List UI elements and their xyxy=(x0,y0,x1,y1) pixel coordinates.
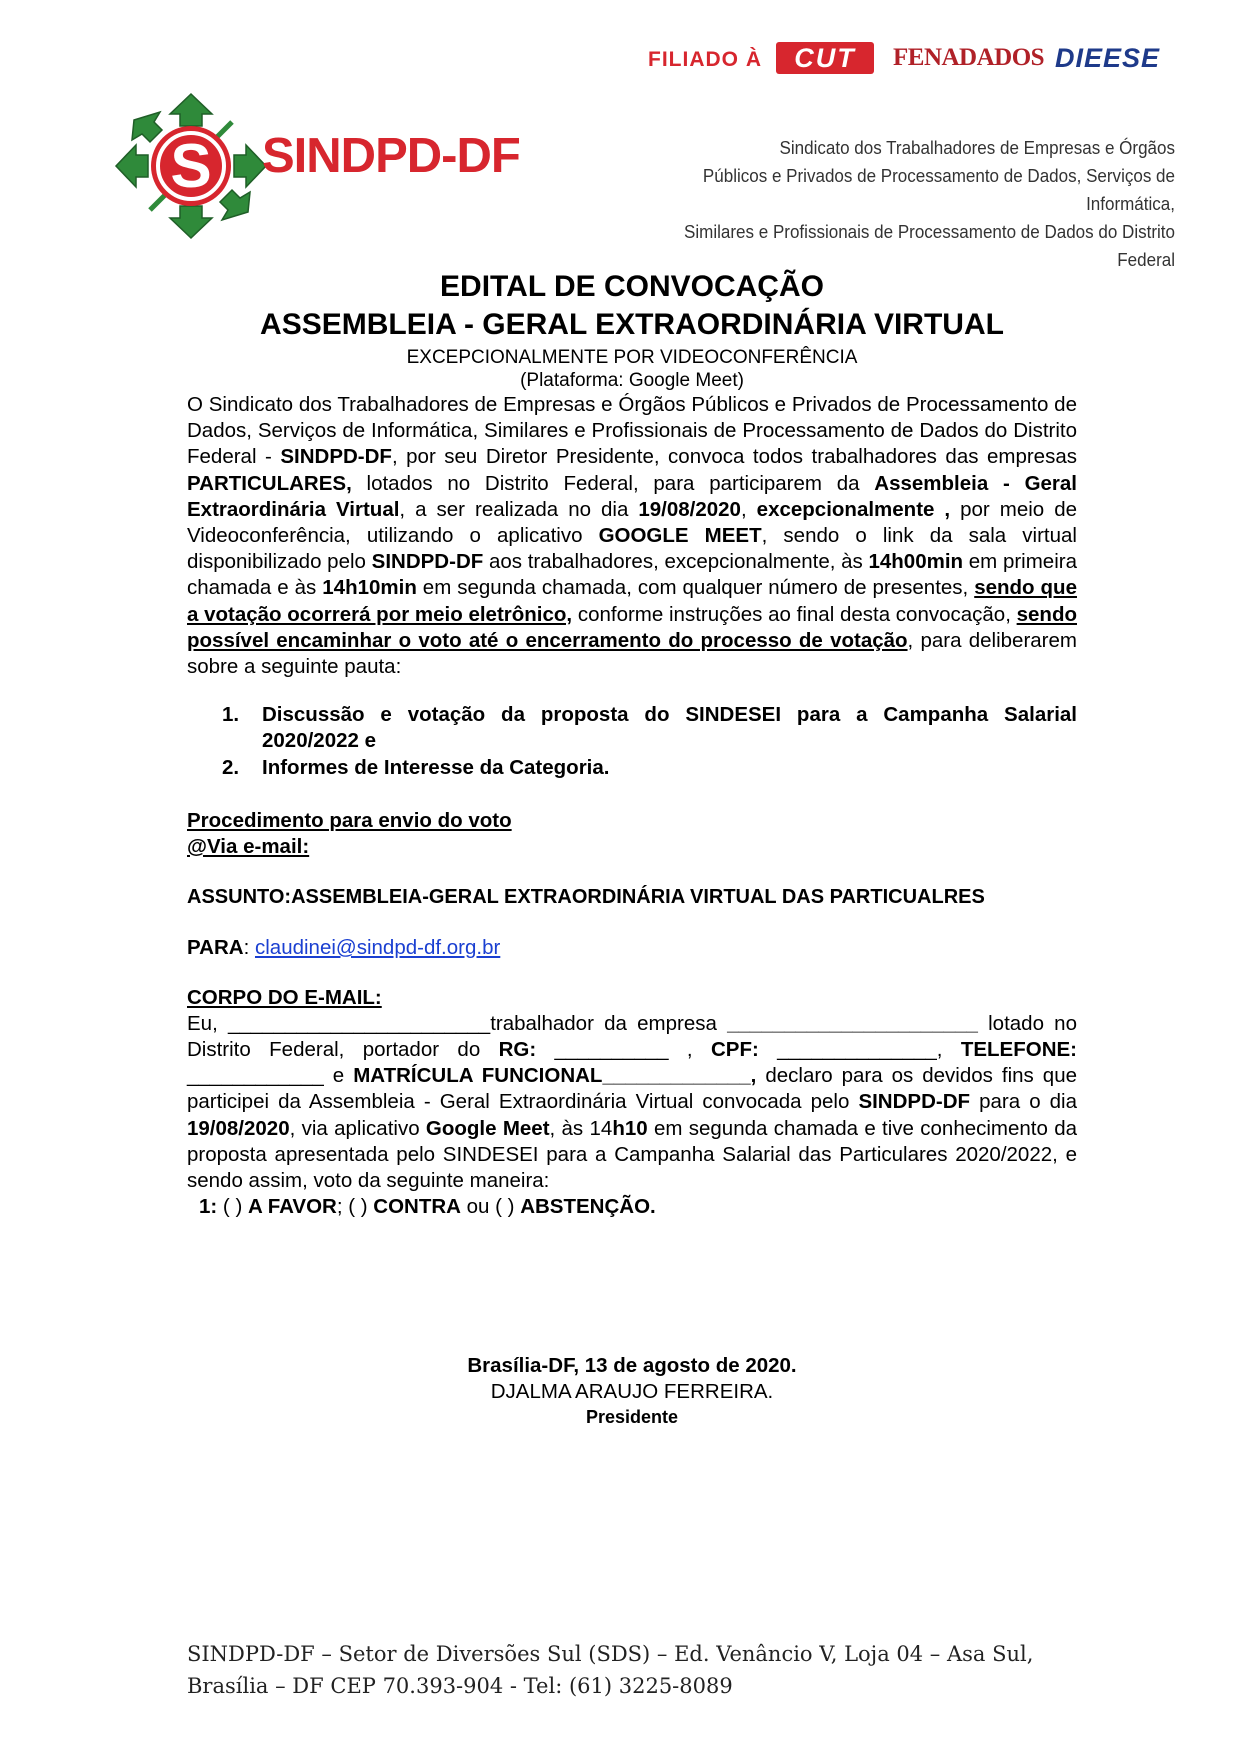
agenda-item-text: Discussão e votação da proposta do SINDESEI para a Campanha Salarial 2020/2022 e xyxy=(262,703,1077,753)
footer-line: Brasília – DF CEP 70.393-904 - Tel: (61) 3225-8089 xyxy=(187,1674,733,1698)
dieese-logo: DIEESE xyxy=(1055,43,1161,73)
text-run: , via aplicativo xyxy=(289,1116,426,1140)
text-run: lotados no Distrito Federal, para participarem da xyxy=(351,471,875,495)
text-run: , xyxy=(740,497,757,521)
email-subject: ASSUNTO:ASSEMBLEIA-GERAL EXTRAORDINÁRIA VIRTUAL DAS PARTICUALRES xyxy=(187,885,985,908)
sindpd-logo-text: SINDPD-DF xyxy=(262,129,520,183)
footer-line: SINDPD-DF – Setor de Diversões Sul (SDS) – Ed. Venâncio V, Loja 04 – Asa Sul, xyxy=(187,1642,1034,1666)
bold-run: CPF: xyxy=(710,1038,759,1062)
text-run: em segunda chamada e tive conhecimento da proposta apresentada pelo SINDESEI para a Campanha Salarial das Particulares 2020/2022, e sendo assim, voto da seguinte maneira: xyxy=(187,1116,1078,1193)
bold-run: MATRÍCULA FUNCIONAL_____________, xyxy=(353,1064,757,1088)
email-recipient xyxy=(187,935,1077,961)
agenda-item xyxy=(222,702,1077,754)
org-desc-line: Similares e Profissionais de Processamento de Dados do Distrito Federal xyxy=(684,221,1175,270)
org-desc-line: Públicos e Privados de Processamento de Dados, Serviços de Informática, xyxy=(702,165,1175,214)
org-desc-line: Sindicato dos Trabalhadores de Empresas e Órgãos xyxy=(779,137,1175,158)
text-run: : xyxy=(243,935,255,959)
bold-run: 19/08/2020 xyxy=(187,1116,290,1140)
fenadados-logo: FENADADOS xyxy=(893,44,1045,71)
text-run: ____________ e xyxy=(187,1064,354,1088)
bold-run: SINDPD-DF xyxy=(858,1090,971,1114)
text-run: declaro para os devidos fins que participei da Assembleia - Geral Extraordinária Virtual convocada pelo xyxy=(187,1064,1077,1114)
bold-run: SINDPD-DF xyxy=(371,550,484,574)
agenda-item-number: 2. xyxy=(222,755,240,779)
signature-place-date: Brasília-DF, 13 de agosto de 2020. xyxy=(467,1354,797,1377)
text-run: , sendo o link da sala virtual disponibilizado pelo xyxy=(187,524,1077,574)
svg-text:S: S xyxy=(170,132,212,201)
affiliation-label: FILIADO À xyxy=(648,48,762,71)
platform-note: (Plataforma: Google Meet) xyxy=(520,370,744,391)
affiliation-bar xyxy=(640,38,1200,78)
bold-run: 19/08/2020 xyxy=(638,497,741,521)
vote-option-abstencao: ABSTENÇÃO. xyxy=(520,1195,656,1219)
text-run: aos trabalhadores, excepcionalmente, às xyxy=(483,550,869,574)
recipient-label: PARA xyxy=(187,935,244,959)
signature-role: Presidente xyxy=(585,1407,679,1427)
bold-run: excepcionalmente , xyxy=(756,497,951,521)
signature-name: DJALMA ARAUJO FERREIRA. xyxy=(490,1380,774,1403)
cut-logo xyxy=(776,42,874,74)
vote-number: 1: xyxy=(199,1195,218,1219)
procedure-via: @Via e-mail: xyxy=(187,834,310,858)
text-run: conforme instruções ao final desta convocação, xyxy=(572,602,1017,626)
agenda-item xyxy=(222,755,1077,781)
cut-logo-text: CUT xyxy=(794,43,856,73)
text-run: , a ser realizada no dia xyxy=(399,497,639,521)
email-body-template xyxy=(187,1011,1077,1194)
signature-block xyxy=(187,1352,1077,1429)
bold-run: RG: xyxy=(498,1038,537,1062)
vote-option-contra: CONTRA xyxy=(373,1195,461,1219)
agenda-list xyxy=(187,702,1077,781)
document-body xyxy=(187,268,1077,1220)
procedure-title: Procedimento para envio do voto xyxy=(187,808,512,832)
vote-checkbox-abstencao[interactable]: ou ( ) xyxy=(460,1195,521,1219)
vote-option-favor: A FAVOR xyxy=(247,1195,337,1219)
organization-description xyxy=(623,134,1175,274)
text-run: Eu, _______________________trabalhador da empresa xyxy=(187,1011,728,1035)
text-run: , por seu Diretor Presidente, convoca todos trabalhadores das empresas xyxy=(391,445,1077,469)
email-body-title: CORPO DO E-MAIL: xyxy=(187,985,382,1009)
text-run: por meio de Videoconferência, utilizando o aplicativo xyxy=(187,497,1077,548)
bold-run: SINDPD-DF xyxy=(280,445,392,469)
text-run: , às 14 xyxy=(549,1116,613,1140)
text-run: ______________, xyxy=(758,1038,961,1062)
vote-options xyxy=(199,1194,1077,1220)
text-run: __________ , xyxy=(536,1038,711,1062)
agenda-item-text: Informes de Interesse da Categoria. xyxy=(262,755,610,779)
document-subtitle-main: ASSEMBLEIA - GERAL EXTRAORDINÁRIA VIRTUAL xyxy=(260,308,1004,341)
bold-run: 14h10min xyxy=(322,576,417,600)
bold-run: Google Meet xyxy=(425,1116,550,1140)
agenda-item-number: 1. xyxy=(222,703,240,727)
text-run: O Sindicato dos Trabalhadores de Empresas e Órgãos Públicos e Privados de Processamento de Dados, Serviços de Informática, Similares e Profissionais de Processamento de Dados do Distrito Federal - xyxy=(187,393,1077,469)
recipient-email-link[interactable]: claudinei@sindpd-df.org.br xyxy=(254,935,501,959)
text-run: para o dia xyxy=(970,1090,1078,1114)
bold-run: ______________________ xyxy=(727,1011,978,1035)
text-run: lotado no Distrito Federal, portador do xyxy=(187,1011,1077,1062)
underlined-bold-run: sendo que a votação ocorrerá por meio eletrônico, xyxy=(187,576,1077,626)
bold-run: TELEFONE: xyxy=(960,1038,1078,1062)
convocation-paragraph xyxy=(187,392,1077,680)
bold-run: GOOGLE MEET xyxy=(598,524,762,548)
underlined-bold-run: sendo possível encaminhar o voto até o encerramento do processo de votação xyxy=(187,602,1077,652)
vote-checkbox-contra[interactable]: ; ( ) xyxy=(336,1195,374,1219)
text-run: em segunda chamada, com qualquer número de presentes, xyxy=(416,576,975,600)
footer-address xyxy=(187,1638,1033,1702)
sindpd-logo-icon xyxy=(114,92,268,240)
bold-run: h10 xyxy=(612,1116,648,1140)
vote-checkbox-favor[interactable]: ( ) xyxy=(217,1195,248,1219)
document-subtitle: EXCEPCIONALMENTE POR VIDEOCONFERÊNCIA xyxy=(406,347,858,368)
text-run: , para deliberarem sobre a seguinte pauta: xyxy=(187,628,1077,679)
text-run: em primeira chamada e às xyxy=(187,550,1077,600)
bold-run: Assembleia - Geral Extraordinária Virtual xyxy=(187,471,1077,521)
bold-run: PARTICULARES, xyxy=(187,471,352,495)
document-title: EDITAL DE CONVOCAÇÃO xyxy=(440,270,824,303)
bold-run: 14h00min xyxy=(868,550,964,574)
